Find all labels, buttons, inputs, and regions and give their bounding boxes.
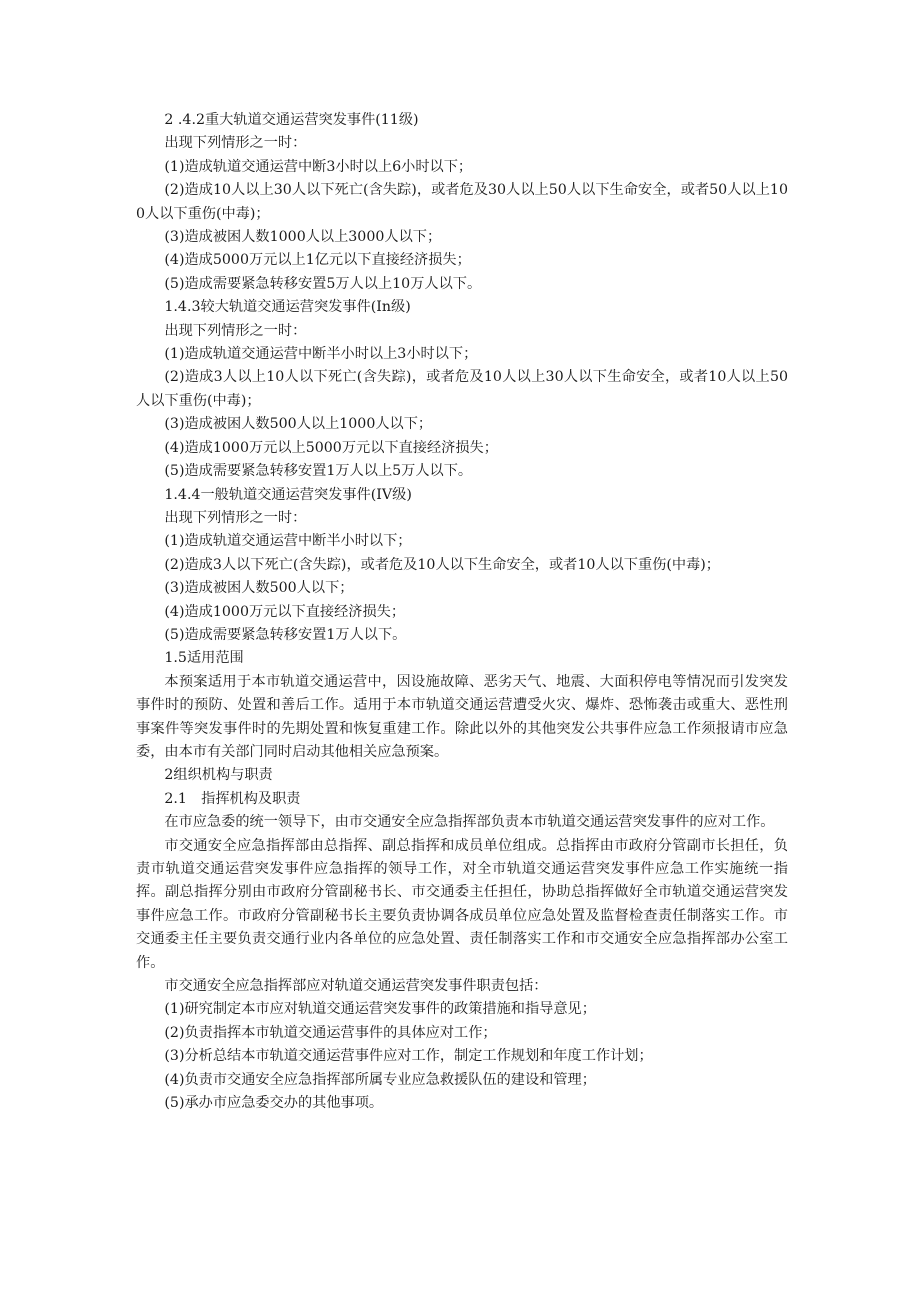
paragraph: 市交通安全应急指挥部应对轨道交通运营突发事件职责包括：: [164, 978, 548, 995]
list-item: (3)造成被困人数500人以下；: [164, 580, 354, 597]
list-item: (2)造成10人以上30人以下死亡(含失踪)，或者危及30人以上50人以下生命安全，或者50人以上100人以下重伤(中毒)；: [136, 182, 788, 222]
list-item: (3)造成被困人数500人以上1000人以下；: [164, 416, 433, 433]
list-item: (4)造成5000万元以上1亿元以下直接经济损失；: [164, 252, 471, 269]
list-item: (1)研究制定本市应对轨道交通运营突发事件的政策措施和指导意见；: [164, 1001, 596, 1018]
document-body: [136, 109, 788, 1115]
list-item: (5)造成需要紧急转移安置1万人以上5万人以下。: [164, 463, 473, 480]
list-item: (4)造成1000万元以上5000万元以下直接经济损失；: [164, 439, 498, 456]
list-item: (4)造成1000万元以下直接经济损失；: [164, 603, 406, 620]
heading-1-4-4: 1.4.4一般轨道交通运营突发事件(IV级): [164, 486, 412, 503]
heading-1-5: 1.5适用范围: [164, 650, 244, 667]
heading-2-1: 2.1 指挥机构及职责: [164, 790, 301, 807]
paragraph: 本预案适用于本市轨道交通运营中，因设施故障、恶劣天气、地震、大面积停电等情况而引发突发事件时的预防、处置和善后工作。适用于本市轨道交通运营遭受火灾、爆炸、恐怖袭击或重大、恶性刑事案件等突发事件时的先期处置和恢复重建工作。除此以外的其他突发公共事件应急工作须报请市应急委，由本市有关部门同时启动其他相关应急预案。: [136, 673, 788, 760]
list-item: (2)造成3人以下死亡(含失踪)，或者危及10人以下生命安全，或者10人以下重伤(中毒)；: [164, 556, 720, 573]
list-item: (4)负责市交通安全应急指挥部所属专业应急救援队伍的建设和管理；: [164, 1071, 596, 1088]
heading-2-4-2: 2 .4.2重大轨道交通运营突发事件(11级): [164, 112, 419, 128]
paragraph: 出现下列情形之一时：: [164, 509, 307, 526]
list-item: (5)造成需要紧急转移安置1万人以下。: [164, 626, 407, 643]
list-item: (3)分析总结本市轨道交通运营事件应对工作，制定工作规划和年度工作计划；: [164, 1048, 653, 1065]
list-item: (1)造成轨道交通运营中断半小时以下；: [164, 533, 412, 550]
list-item: (1)造成轨道交通运营中断半小时以上3小时以下；: [164, 346, 478, 363]
list-item: (1)造成轨道交通运营中断3小时以上6小时以下；: [164, 158, 473, 175]
heading-2: 2组织机构与职责: [164, 767, 273, 784]
list-item: (5)承办市应急委交办的其他事项。: [164, 1095, 384, 1112]
paragraph: 出现下列情形之一时：: [164, 322, 307, 339]
list-item: (2)造成3人以上10人以下死亡(含失踪)，或者危及10人以上30人以下生命安全，或者10人以上50人以下重伤(中毒)；: [136, 369, 788, 409]
paragraph: 出现下列情形之一时：: [164, 135, 307, 152]
paragraph: 在市应急委的统一领导下，由市交通安全应急指挥部负责本市轨道交通运营突发事件的应对工作。: [164, 814, 775, 831]
list-item: (2)负责指挥本市轨道交通运营事件的具体应对工作；: [164, 1024, 497, 1041]
paragraph: 市交通安全应急指挥部由总指挥、副总指挥和成员单位组成。总指挥由市政府分管副市长担任，负责市轨道交通运营突发事件应急指挥的领导工作，对全市轨道交通运营突发事件应急工作实施统一指挥。副总指挥分别由市政府分管副秘书长、市交通委主任担任，协助总指挥做好全市轨道交通运营突发事件应急工作。市政府分管副秘书长主要负责协调各成员单位应急处置及监督检查责任制落实工作。市交通委主任主要负责交通行业内各单位的应急处置、责任制落实工作和市交通安全应急指挥部办公室工作。: [136, 837, 788, 971]
list-item: (3)造成被困人数1000人以上3000人以下；: [164, 229, 442, 246]
heading-1-4-3: 1.4.3较大轨道交通运营突发事件(In级): [164, 299, 411, 316]
list-item: (5)造成需要紧急转移安置5万人以上10万人以下。: [164, 275, 482, 292]
